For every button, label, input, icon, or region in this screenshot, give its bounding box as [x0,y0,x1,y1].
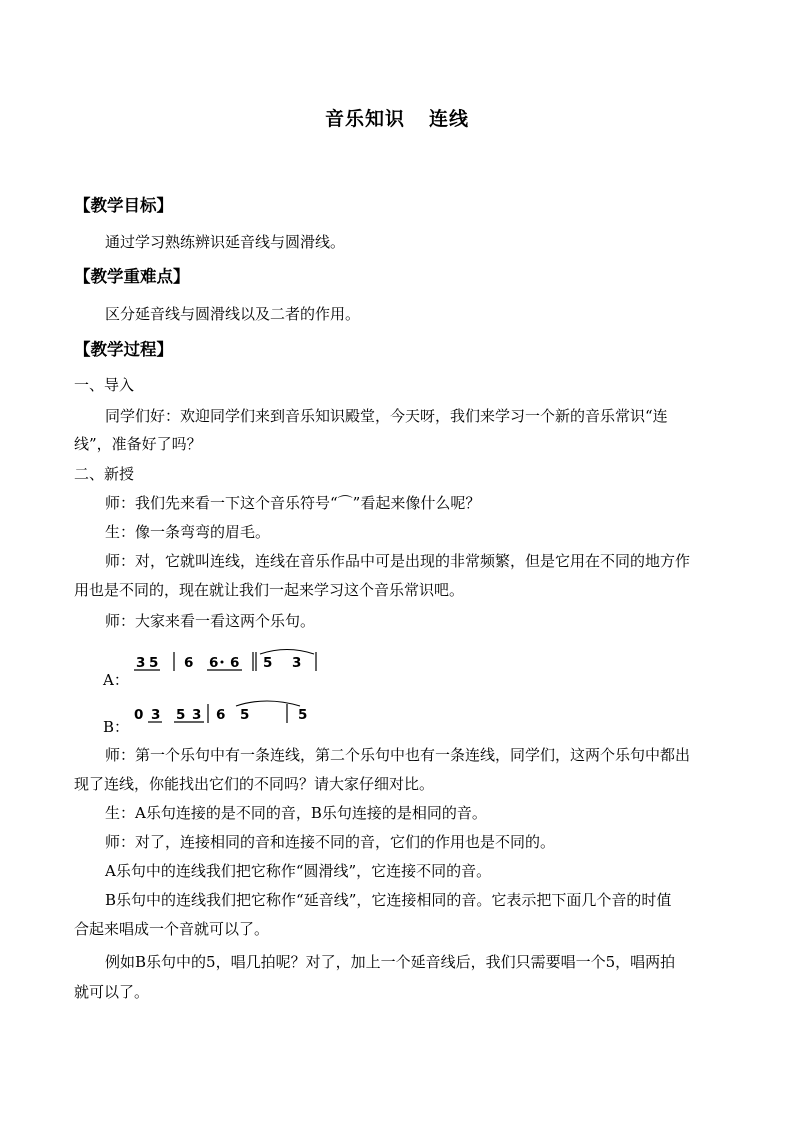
phrase-a-notation [132,647,332,679]
teacher-line-2b: 用也是不同的，现在就让我们一起来学习这个音乐常识吧。 [74,581,465,599]
teacher-line-2a: 师：对，它就叫连线，连线在音乐作品中可是出现的非常频繁，但是它用在不同的地方作 [105,552,691,570]
paragraph-tie-line2: 合起来唱成一个音就可以了。 [74,920,270,938]
student-line-1: 生：像一条弯弯的眉毛。 [105,523,271,541]
note: 5 [149,655,159,671]
student-line-2: 生：A乐句连接的是不同的音，B乐句连接的是相同的音。 [105,804,487,822]
intro-paragraph-line2: 线”，准备好了吗？ [74,435,202,453]
note: 3 [151,707,161,723]
title-part1: 音乐知识 [324,108,405,130]
note: 3 [136,655,146,671]
intro-heading: 一、导入 [74,376,135,394]
page-title [0,104,794,131]
note: 0 [134,707,144,723]
note: 6 [216,707,226,723]
phrase-a-label: A： [103,671,129,689]
phrase-b-label: B： [103,718,130,736]
note: 3 [192,707,202,723]
note: 5 [240,707,250,723]
teacher-line-4a: 师：第一个乐句中有一条连线，第二个乐句中也有一条连线，同学们，这两个乐句中都出 [105,746,691,764]
paragraph-example-line1: 例如B乐句中的5，唱几拍呢？对了，加上一个延音线后，我们只需要唱一个5，唱两拍 [105,953,676,971]
teacher-line-4b: 现了连线，你能找出它们的不同吗？请大家仔细对比。 [74,775,435,793]
teacher-line-1: 师：我们先来看一下这个音乐符号“⌒”看起来像什么呢？ [105,494,481,512]
phrase-b-notation [132,699,332,731]
note: 6 [184,655,194,671]
paragraph-tie-line1: B乐句中的连线我们把它称作“延音线”，它连接相同的音。它表示把下面几个音的时值 [105,891,672,909]
new-lesson-heading: 二、新授 [74,465,135,483]
paragraph-example-line2: 就可以了。 [74,983,150,1001]
note: 5 [176,707,186,723]
title-part2: 连线 [429,108,470,130]
difficulty-text: 区分延音线与圆滑线以及二者的作用。 [105,305,361,323]
teacher-line-3: 师：大家来看一看这两个乐句。 [105,612,316,630]
teacher-line-5: 师：对了，连接相同的音和连接不同的音，它们的作用也是不同的。 [105,833,556,851]
difficulty-heading: 【教学重难点】 [74,267,190,286]
process-heading: 【教学过程】 [74,340,173,359]
note: 5 [263,655,273,671]
note: 6 [209,655,219,671]
goal-text: 通过学习熟练辨识延音线与圆滑线。 [105,233,346,251]
note: 3 [292,655,302,671]
note: 6 [230,655,240,671]
paragraph-slur: A乐句中的连线我们把它称作“圆滑线”，它连接不同的音。 [105,862,492,880]
intro-paragraph-line1: 同学们好：欢迎同学们来到音乐知识殿堂，今天呀，我们来学习一个新的音乐常识“连 [105,407,668,425]
note: 5 [298,707,308,723]
goal-heading: 【教学目标】 [74,196,173,215]
